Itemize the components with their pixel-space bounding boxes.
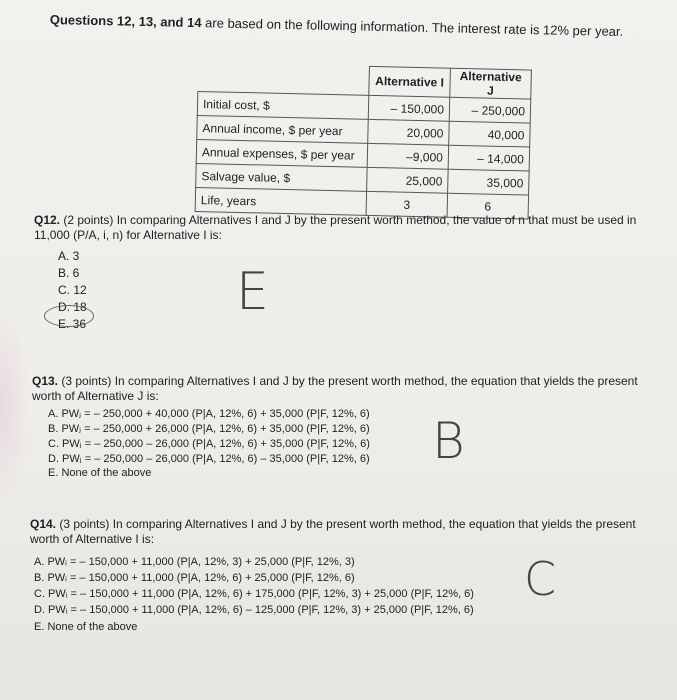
table-corner xyxy=(198,63,370,96)
q13-number: Q13. xyxy=(32,374,59,388)
q14-option-a[interactable]: A. PWᵢ = – 150,000 + 11,000 (P|A, 12%, 3) + 25,000 (P|F, 12%, 3) xyxy=(34,556,355,568)
header-text: are based on the following information. The interest rate is 12% per year. xyxy=(201,15,624,40)
q14-handwritten-answer: C xyxy=(524,552,557,606)
cell-alt-j: 6 xyxy=(447,193,529,219)
q12-option-e[interactable]: E. 36 xyxy=(58,317,87,331)
q13-option-e[interactable]: E. None of the above xyxy=(48,467,152,479)
q14-prompt xyxy=(30,517,662,547)
row-label: Life, years xyxy=(195,187,367,215)
cell-alt-i: 3 xyxy=(366,191,448,217)
q12-handwritten-answer: E xyxy=(236,262,269,322)
q12-option-a[interactable]: A. 3 xyxy=(58,249,80,263)
q14-option-b[interactable]: B. PWᵢ = – 150,000 + 11,000 (P|A, 12%, 6) + 25,000 (P|F, 12%, 6) xyxy=(34,572,355,584)
cell-alt-j: 40,000 xyxy=(449,121,531,147)
q12-prompt xyxy=(34,213,654,243)
q14-option-d[interactable]: D. PWᵢ = – 150,000 + 11,000 (P|A, 12%, 6) – 125,000 (P|F, 12%, 3) + 25,000 (P|F, 12%, 6) xyxy=(34,604,474,616)
q14-number: Q14. xyxy=(30,517,57,531)
q13-option-c[interactable]: C. PWⱼ = – 250,000 – 26,000 (P|A, 12%, 6) + 35,000 (P|F, 12%, 6) xyxy=(48,438,370,450)
q12-option-d[interactable]: D. 18 xyxy=(58,300,87,314)
q14-option-e[interactable]: E. None of the above xyxy=(34,621,138,633)
q13-option-b[interactable]: B. PWⱼ = – 250,000 + 26,000 (P|A, 12%, 6) + 35,000 (P|F, 12%, 6) xyxy=(48,423,370,435)
cell-alt-i: – 150,000 xyxy=(368,95,450,121)
col-header-alt-i: Alternative I xyxy=(369,66,451,97)
cell-alt-j: – 250,000 xyxy=(449,97,531,123)
row-label: Initial cost, $ xyxy=(197,92,369,120)
q14-text: (3 points) In comparing Alternatives I and J by the present worth method, the equation that yields the present worth of Alternative I is: xyxy=(30,517,636,546)
header-bold: Questions 12, 13, and 14 xyxy=(49,12,202,31)
light-glare xyxy=(0,300,30,510)
answer-circle-mark xyxy=(44,305,94,327)
cell-alt-j: 35,000 xyxy=(448,169,530,195)
q12-option-c[interactable]: C. 12 xyxy=(58,283,87,297)
row-label: Salvage value, $ xyxy=(196,163,368,191)
cell-alt-i: –9,000 xyxy=(367,143,449,169)
q13-text: (3 points) In comparing Alternatives I and J by the present worth method, the equation that yields the present worth of Alternative J is: xyxy=(32,374,638,403)
row-label: Annual expenses, $ per year xyxy=(196,139,368,167)
col-header-alt-j: Alternative J xyxy=(450,68,532,99)
row-label: Annual income, $ per year xyxy=(197,115,369,143)
cell-alt-j: – 14,000 xyxy=(448,145,530,171)
q13-handwritten-answer: B xyxy=(432,412,465,470)
q14-option-c[interactable]: C. PWᵢ = – 150,000 + 11,000 (P|A, 12%, 6) + 175,000 (P|F, 12%, 3) + 25,000 (P|F, 12%, 6) xyxy=(34,588,474,600)
q12-option-b[interactable]: B. 6 xyxy=(58,266,80,280)
q12-number: Q12. xyxy=(34,213,61,227)
cell-alt-i: 25,000 xyxy=(367,167,449,193)
q13-option-a[interactable]: A. PWⱼ = – 250,000 + 40,000 (P|A, 12%, 6) + 35,000 (P|F, 12%, 6) xyxy=(48,408,370,420)
q12-text: (2 points) In comparing Alternatives I and J by the present worth method, the value of n that must be used in 11,000 (P/A, i, n) for Alternative I is: xyxy=(34,213,637,242)
alternatives-table xyxy=(195,62,532,220)
cell-alt-i: 20,000 xyxy=(368,119,450,145)
q13-option-d[interactable]: D. PWⱼ = – 250,000 – 26,000 (P|A, 12%, 6) – 35,000 (P|F, 12%, 6) xyxy=(48,453,370,465)
q13-prompt xyxy=(32,374,662,404)
